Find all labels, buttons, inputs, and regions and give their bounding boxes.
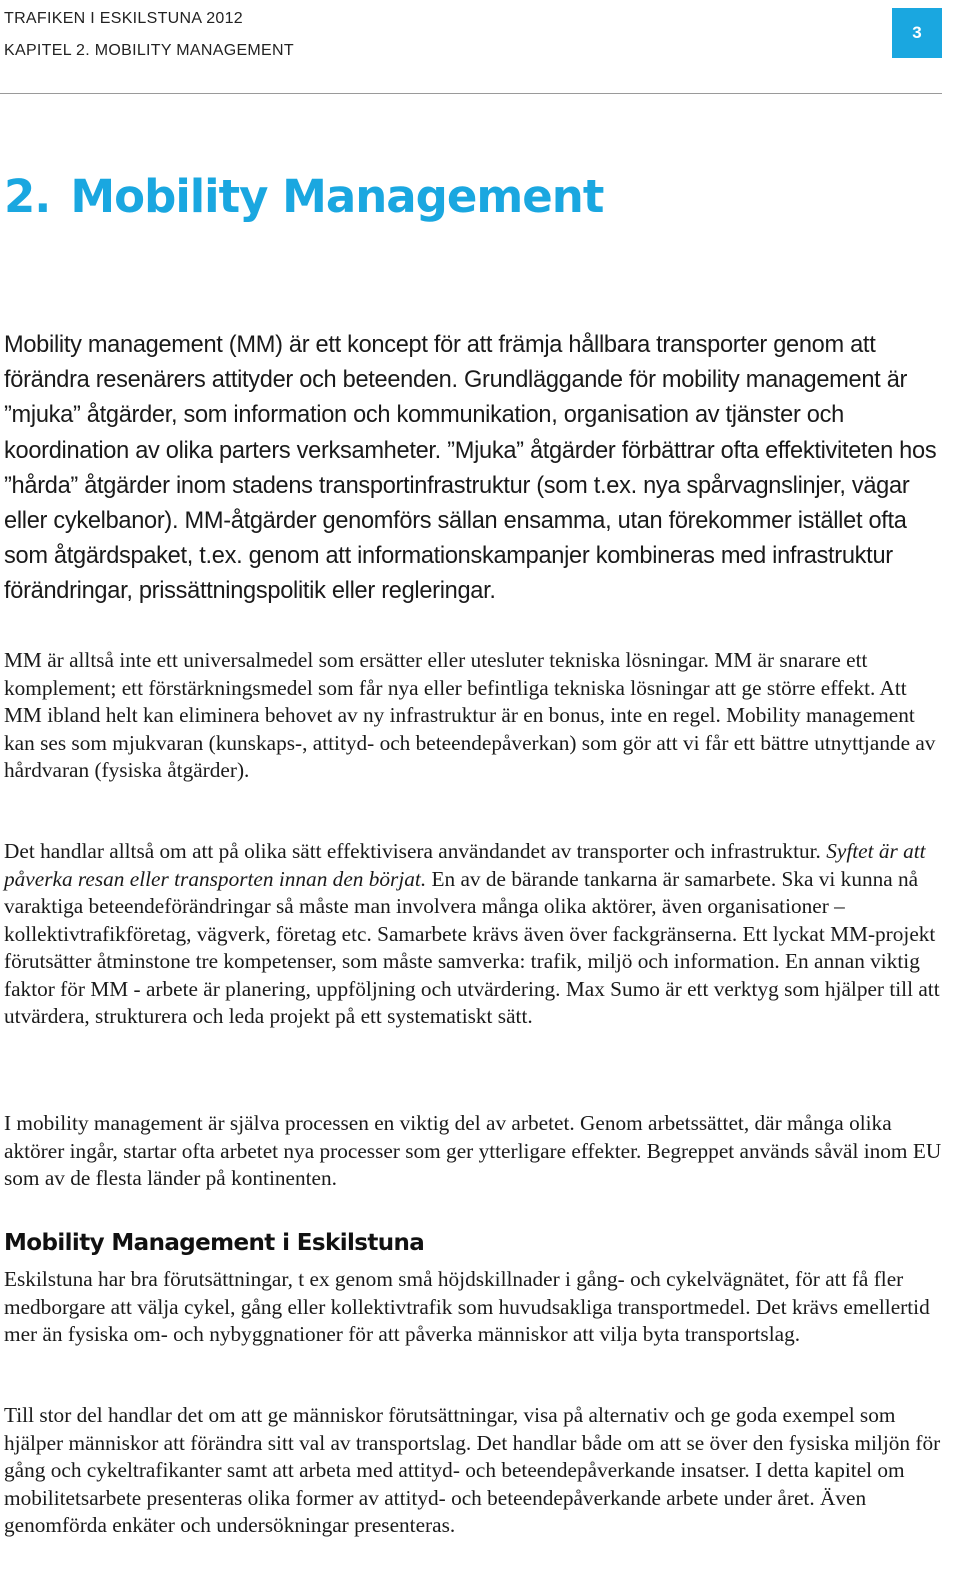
chapter-label: KAPITEL 2. MOBILITY MANAGEMENT [4, 42, 294, 59]
body-paragraph-1: MM är alltså inte ett universalmedel som ersätter eller utesluter tekniska lösningar. MM är snarare ett komplement; ett förstärkningsmedel som får nya eller befintliga tekniska lösningar att ge större effekt. Att MM ibland helt kan eliminera behovet av ny infrastruktur är en bonus, inte en regel. Mobility management kan ses som mjukvaran (kunskaps-, attityd- och beteendepåverkan) som gör att vi får ett bättre utnyttjande av hårdvaran (fysiska åtgärder). [4, 648, 936, 782]
section-paragraph-1: Eskilstuna har bra förutsättningar, t ex genom små höjdskillnader i gång- och cykelvägnätet, för att få fler medborgare att välja cykel, gång eller kollektivtrafik som huvudsakliga transportmedel. Det krävs emellertid mer än fysiska om- och nybyggnationer för att påverka människor att vilja byta transportslag. [4, 1267, 930, 1346]
section-heading: Mobility Management i Eskilstuna [4, 1230, 425, 1256]
chapter-title [4, 170, 603, 223]
header-divider [0, 93, 942, 94]
intro-paragraph: Mobility management (MM) är ett koncept för att främja hållbara transporter genom att förändra resenärers attityder och beteenden. Grundläggande för mobility management är ”mjuka” åtgärder, som information och kommunikation, organisation av tjänster och koordination av olika parters verksamheter. ”Mjuka” åtgärder förbättrar ofta effektiviteten hos ”hårda” åtgärder inom stadens transportinfrastruktur (som t.ex. nya spårvagnslinjer, vägar eller cykelbanor). MM-åtgärder genomförs sällan ensamma, utan förekommer istället ofta som åtgärdspaket, t.ex. genom att informationskampanjer kombineras med infrastruktur förändringar, prissättningspolitik eller regleringar. [4, 332, 937, 605]
chapter-title-text: Mobility Management [70, 170, 604, 223]
body-paragraph-2-emphasis: Syftet är att påverka resan eller transporten innan den börjat. [4, 839, 926, 891]
document-title: TRAFIKEN I ESKILSTUNA 2012 [4, 10, 243, 27]
body-paragraph-2 [4, 838, 944, 1031]
chapter-number: 2. [4, 170, 51, 223]
section-paragraph-2: Till stor del handlar det om att ge människor förutsättningar, visa på alternativ och ge goda exempel som hjälper människor att förändra sitt val av transportslag. Det handlar både om att se över den fysiska miljön för gång och cykeltrafikanter samt att arbeta med attityd- och beteendepåverkande insatser. I detta kapitel om mobilitetsarbete presenteras olika former av attityd- och beteendepåverkande arbete under året. Även genomförda enkäter och undersökningar presenteras. [4, 1403, 941, 1537]
body-paragraph-3: I mobility management är själva processen en viktig del av arbetet. Genom arbetssättet, där många olika aktörer ingår, startar ofta arbetet nya processer som ger ytterligare effekter. Begreppet används såväl inom EU som av de flesta länder på kontinenten. [4, 1111, 942, 1190]
page-number-badge: 3 [892, 8, 942, 58]
body-paragraph-2-end: En av de bärande tankarna är samarbete. Ska vi kunna nå varaktiga beteendeförändringar så måste man involvera många olika aktörer, även organisationer – kollektivtrafikföretag, vägverk, företag etc. Samarbete krävs även över fackgränserna. Ett lyckat MM-projekt förutsätter åtminstone tre kompetenser, som måste samverka: trafik, miljö och information. En annan viktig faktor för MM - arbete är planering, uppföljning och utvärdering. Max Sumo är ett verktyg som hjälper till att utvärdera, strukturera och leda projekt på ett systematiskt sätt. [4, 866, 940, 1028]
body-paragraph-2-start: Det handlar alltså om att på olika sätt effektivisera användandet av transporter och infrastruktur. [4, 839, 827, 863]
